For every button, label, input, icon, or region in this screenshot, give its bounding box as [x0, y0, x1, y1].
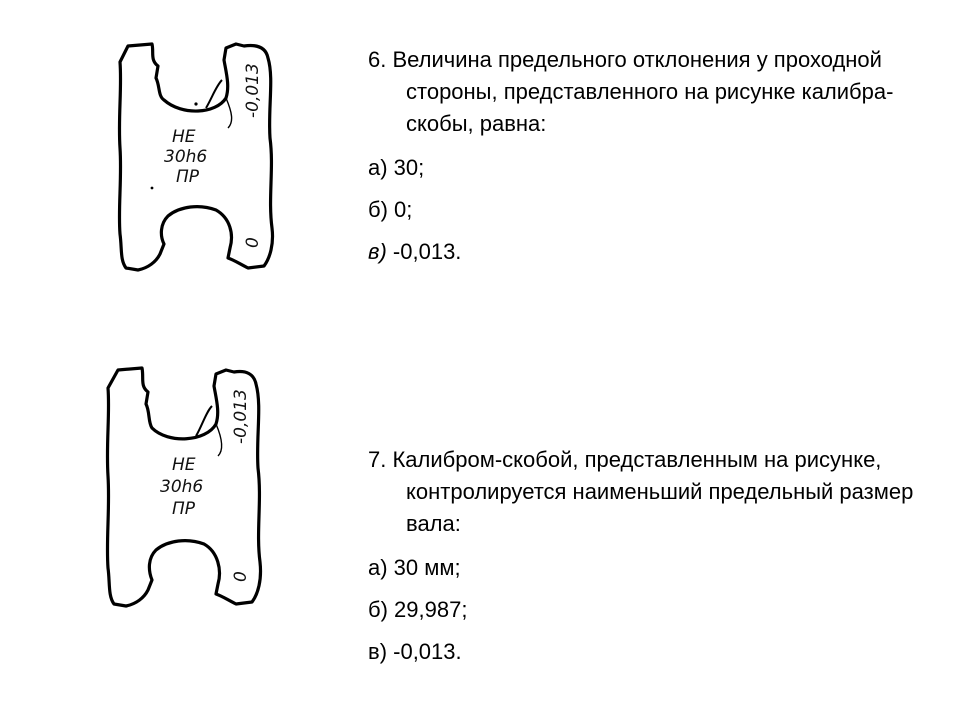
caliper-gauge-drawing — [108, 38, 288, 274]
figure-label-size: 30h6 — [160, 477, 204, 497]
figure-label-upper-deviation: -0,013 — [243, 63, 263, 118]
answer-option-b: б) 29,987; — [368, 597, 468, 622]
caliper-gauge-figure-1 — [108, 38, 288, 274]
answer-option-v: в) -0,013. — [368, 639, 462, 664]
answer-option-v: в) -0,013. — [368, 239, 462, 264]
answer-option-b: б) 0; — [368, 197, 413, 222]
figure-label-size: 30h6 — [164, 147, 208, 167]
question-text: 7. Калибром-скобой, представленным на рисунке, контролируется наименьший предельный размер вала: — [368, 447, 914, 536]
figure-label-ne: НЕ — [172, 455, 196, 475]
figure-label-lower-deviation: 0 — [243, 237, 263, 248]
question-6 — [368, 44, 928, 268]
answer-option-a: а) 30; — [368, 155, 425, 180]
figure-label-ne: НЕ — [172, 127, 196, 147]
figure-label-pr: ПР — [172, 499, 196, 519]
question-7 — [368, 444, 928, 668]
figure-label-upper-deviation: -0,013 — [231, 389, 251, 444]
figure-label-pr: ПР — [176, 167, 200, 187]
caliper-gauge-drawing — [96, 362, 276, 612]
caliper-gauge-figure-2 — [96, 362, 276, 612]
figure-label-lower-deviation: 0 — [231, 571, 251, 582]
answer-option-a: а) 30 мм; — [368, 555, 461, 580]
question-text: 6. Величина предельного отклонения у проходной стороны, представленного на рисунке калибра-скобы, равна: — [368, 47, 894, 136]
